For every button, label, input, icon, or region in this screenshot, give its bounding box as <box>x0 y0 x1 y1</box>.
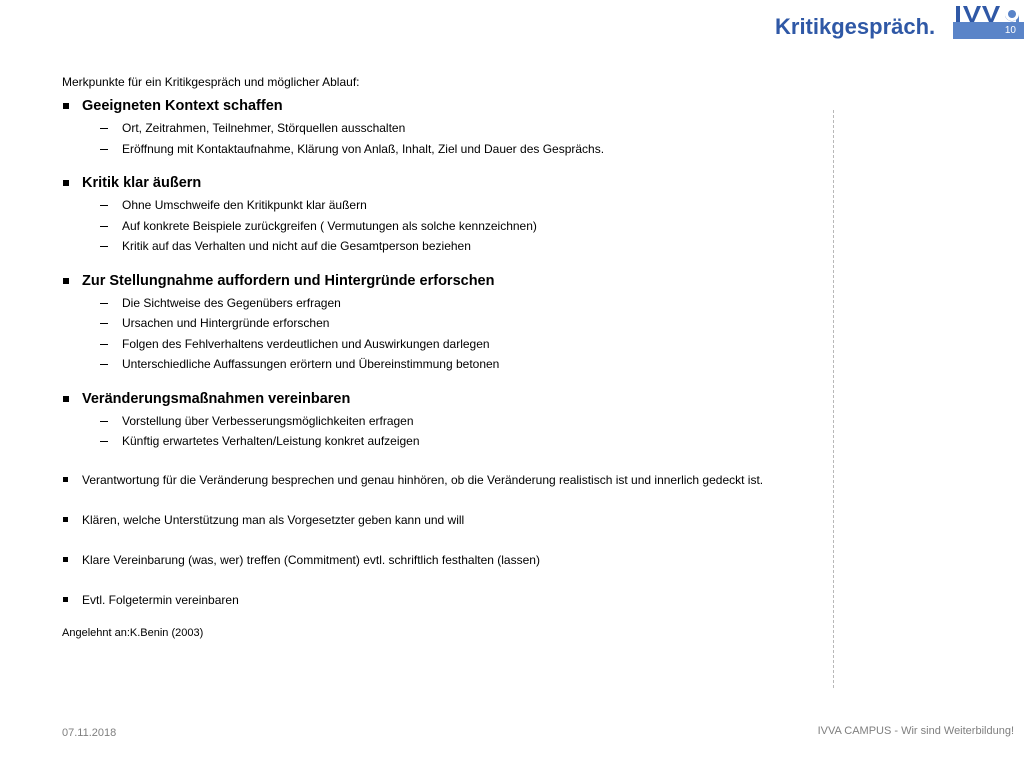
list-item <box>62 118 822 139</box>
square-bullet-icon <box>63 278 69 284</box>
intro-text: Merkpunkte für ein Kritikgespräch und möglicher Ablauf: <box>62 75 360 89</box>
section-title <box>62 96 822 116</box>
list-item <box>62 472 822 489</box>
slide-content <box>62 74 822 640</box>
dash-bullet-icon <box>100 205 108 206</box>
footer-tagline: IVVA CAMPUS - Wir sind Weiterbildung! <box>817 725 1014 737</box>
list-item <box>62 313 822 334</box>
section-title-text: Veränderungsmaßnahmen vereinbaren <box>82 390 351 407</box>
dash-bullet-icon <box>100 246 108 247</box>
source-citation: Angelehnt an:K.Benin (2003) <box>62 626 204 639</box>
list-item <box>62 431 822 452</box>
ivva-logo <box>953 0 1024 24</box>
square-bullet-icon <box>63 597 68 602</box>
list-item-text: Die Sichtweise des Gegenübers erfragen <box>122 295 341 310</box>
list-item-text: Folgen des Fehlverhaltens verdeutlichen und Auswirkungen darlegen <box>122 336 490 351</box>
section-title <box>62 271 822 291</box>
list-item-text: Evtl. Folgetermin vereinbaren <box>82 592 239 607</box>
section-title <box>62 389 822 409</box>
list-item-text: Ursachen und Hintergründe erforschen <box>122 316 330 330</box>
list-item <box>62 216 822 237</box>
divider-line <box>833 110 834 688</box>
dash-bullet-icon <box>100 364 108 365</box>
list-item <box>62 139 822 160</box>
list-item-text: Ohne Umschweife den Kritikpunkt klar äußern <box>122 198 367 212</box>
section-context <box>62 96 822 159</box>
section-statement <box>62 271 822 375</box>
list-item <box>62 354 822 375</box>
list-item-text: Ort, Zeitrahmen, Teilnehmer, Störquellen ausschalten <box>122 121 406 135</box>
square-bullet-icon <box>63 180 69 186</box>
square-bullet-icon <box>63 557 68 562</box>
dash-bullet-icon <box>100 128 108 129</box>
section-title-text: Zur Stellungnahme auffordern und Hintergründe erforschen <box>82 272 495 289</box>
square-bullet-icon <box>63 517 68 522</box>
dash-bullet-icon <box>100 441 108 442</box>
page-number-badge: 10 <box>953 22 1024 39</box>
list-item <box>62 411 822 432</box>
section-title <box>62 173 822 193</box>
list-item-text: Auf konkrete Beispiele zurückgreifen ( Vermutungen als solche kennzeichnen) <box>122 218 537 233</box>
list-item-text: Vorstellung über Verbesserungsmöglichkeiten erfragen <box>122 413 414 428</box>
list-item <box>62 195 822 216</box>
footer-date: 07.11.2018 <box>62 727 117 739</box>
dash-bullet-icon <box>100 149 108 150</box>
list-item-text: Eröffnung mit Kontaktaufnahme, Klärung von Anlaß, Inhalt, Ziel und Dauer des Gesprächs. <box>122 141 605 156</box>
section-criticism <box>62 173 822 257</box>
list-item-text: Klare Vereinbarung (was, wer) treffen (Commitment) evtl. schriftlich festhalten (lassen) <box>82 552 540 567</box>
list-item <box>62 592 822 609</box>
slide-title: Kritikgespräch. <box>775 14 936 39</box>
list-item-text: Unterschiedliche Auffassungen erörtern und Übereinstimmung betonen <box>122 357 500 371</box>
dash-bullet-icon <box>100 323 108 324</box>
section-title-text: Geeigneten Kontext schaffen <box>82 98 283 114</box>
list-item-text: Verantwortung für die Veränderung besprechen und genau hinhören, ob die Veränderung realistisch ist und innerlich gedeckt ist. <box>82 472 764 487</box>
list-item-text: Klären, welche Unterstützung man als Vorgesetzter geben kann und will <box>82 512 465 527</box>
section-measures <box>62 389 822 452</box>
dash-bullet-icon <box>100 344 108 345</box>
square-bullet-icon <box>63 396 69 402</box>
dash-bullet-icon <box>100 303 108 304</box>
dash-bullet-icon <box>100 421 108 422</box>
section-title-text: Kritik klar äußern <box>82 175 202 191</box>
list-item <box>62 236 822 257</box>
list-item <box>62 293 822 314</box>
list-item-text: Kritik auf das Verhalten und nicht auf die Gesamtperson beziehen <box>122 239 471 253</box>
list-item <box>62 552 822 569</box>
square-bullet-icon <box>63 103 69 109</box>
list-item-text: Künftig erwartetes Verhalten/Leistung konkret aufzeigen <box>122 434 420 448</box>
dash-bullet-icon <box>100 226 108 227</box>
list-item <box>62 334 822 355</box>
square-bullet-icon <box>63 477 68 482</box>
list-item <box>62 512 822 529</box>
